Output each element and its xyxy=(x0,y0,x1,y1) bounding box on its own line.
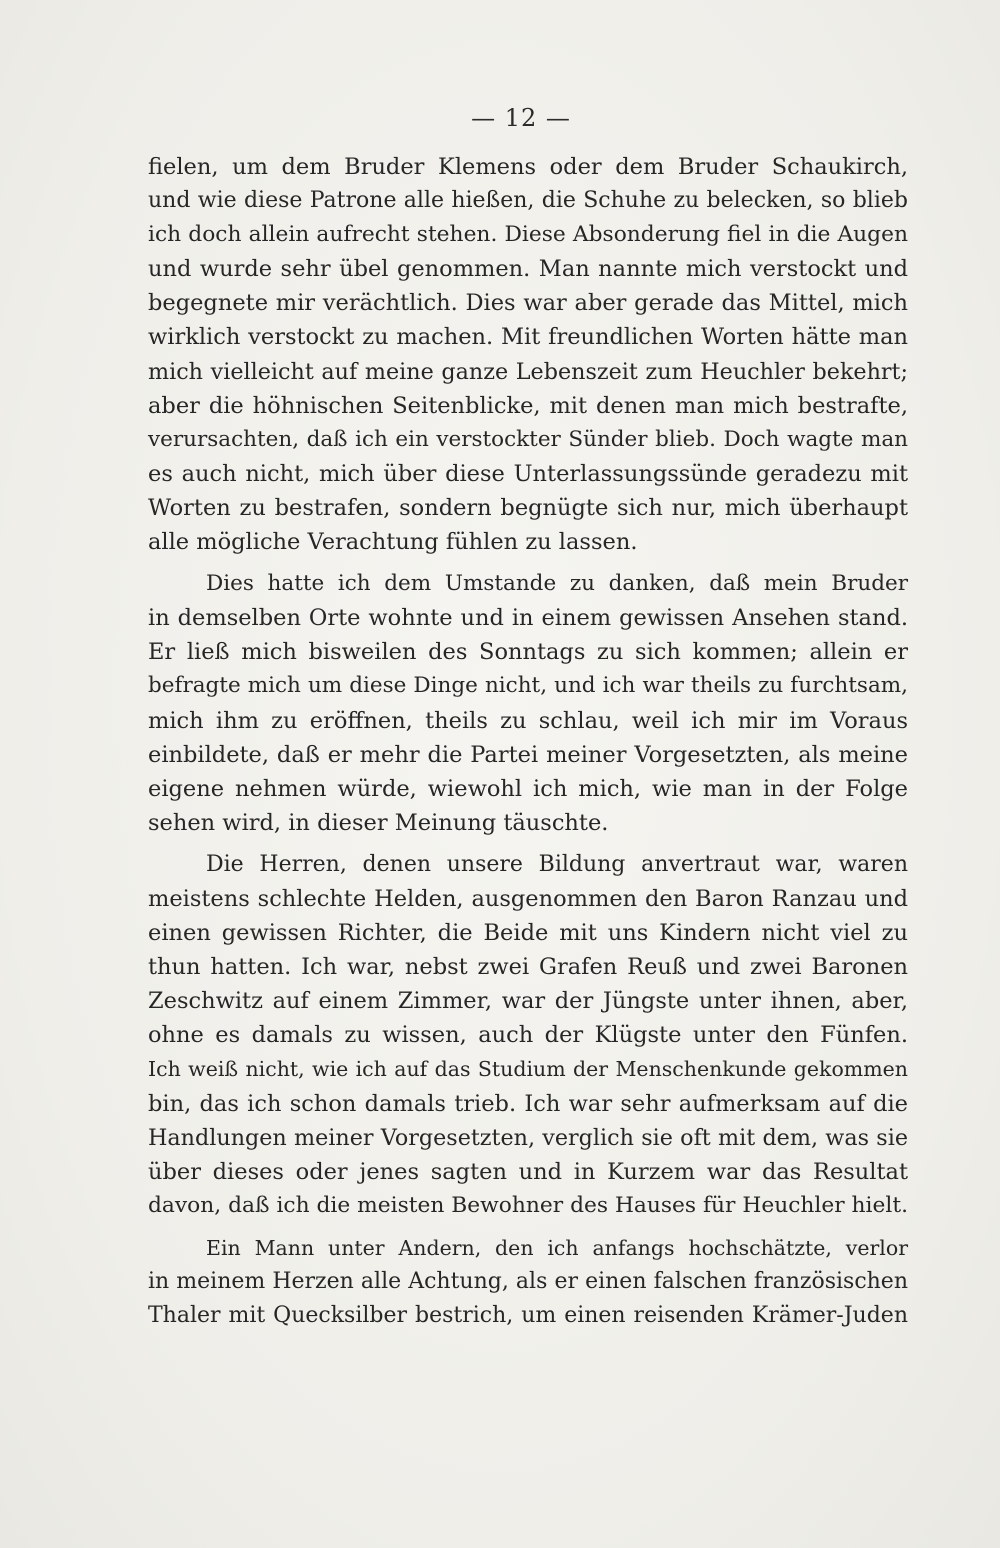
text-line: einen gewissen Richter, die Beide mit uns Kindern nicht viel zu xyxy=(148,920,908,947)
text-line: meistens schlechte Helden, ausgenommen den Baron Ranzau und xyxy=(148,885,908,912)
text-line: in demselben Orte wohnte und in einem gewissen Ansehen stand. xyxy=(148,605,908,632)
text-line: und wurde sehr übel genommen. Man nannte mich verstockt und xyxy=(148,256,908,283)
body-text xyxy=(148,150,908,1333)
text-line: wirklich verstockt zu machen. Mit freundlichen Worten hätte man xyxy=(148,324,908,351)
paragraph-gap xyxy=(148,840,908,848)
paragraph-gap xyxy=(148,1223,908,1231)
text-line: alle mögliche Verachtung fühlen zu lassen. xyxy=(148,529,638,556)
text-line: ich doch allein aufrecht stehen. Diese Absonderung fiel in die Augen xyxy=(148,222,908,248)
text-line: Handlungen meiner Vorgesetzten, verglich sie oft mit dem, was sie xyxy=(148,1124,908,1151)
text-line: bin, das ich schon damals trieb. Ich war sehr aufmerksam auf die xyxy=(148,1090,908,1117)
paragraph-3 xyxy=(148,848,908,1223)
text-line: mich vielleicht auf meine ganze Lebenszeit zum Heuchler bekehrt; xyxy=(148,358,908,385)
text-line: Ein Mann unter Andern, den ich anfangs hochschätzte, verlor xyxy=(206,1235,908,1260)
text-line: fielen, um dem Bruder Klemens oder dem Bruder Schaukirch, xyxy=(148,154,908,180)
text-line: begegnete mir verächtlich. Dies war aber gerade das Mittel, mich xyxy=(148,290,908,317)
paragraph-gap xyxy=(148,559,908,567)
text-line: Er ließ mich bisweilen des Sonntags zu sich kommen; allein er xyxy=(148,639,908,666)
text-line: in meinem Herzen alle Achtung, als er einen falschen französischen xyxy=(148,1269,908,1294)
text-line: Zeschwitz auf einem Zimmer, war der Jüngste unter ihnen, aber, xyxy=(148,988,908,1015)
text-line: einbildete, daß er mehr die Partei meiner Vorgesetzten, als meine xyxy=(148,741,908,768)
text-line: davon, daß ich die meisten Bewohner des Hauses für Heuchler hielt. xyxy=(148,1192,908,1218)
text-line: über dieses oder jenes sagten und in Kurzem war das Resultat xyxy=(148,1158,908,1185)
text-line: Thaler mit Quecksilber bestrich, um einen reisenden Krämer-Juden xyxy=(148,1303,908,1329)
text-line: verursachten, daß ich ein verstockter Sünder blieb. Doch wagte man xyxy=(148,426,908,452)
text-line: Ich weiß nicht, wie ich auf das Studium der Menschenkunde gekommen xyxy=(148,1057,908,1082)
text-line: Worten zu bestrafen, sondern begnügte sich nur, mich überhaupt xyxy=(148,494,908,521)
text-line: und wie diese Patrone alle hießen, die Schuhe zu belecken, so blieb xyxy=(148,188,908,214)
text-line: befragte mich um diese Dinge nicht, und ich war theils zu furchtsam, xyxy=(148,673,908,699)
text-line: Dies hatte ich dem Umstande zu danken, daß mein Bruder xyxy=(206,571,908,597)
text-line: sehen wird, in dieser Meinung täuschte. xyxy=(148,809,609,836)
paragraph-4 xyxy=(148,1231,908,1333)
text-line: es auch nicht, mich über diese Unterlassungssünde geradezu mit xyxy=(148,460,908,487)
paragraph-1 xyxy=(148,150,908,559)
text-line: mich ihm zu eröffnen, theils zu schlau, weil ich mir im Voraus xyxy=(148,707,908,734)
text-line: Die Herren, denen unsere Bildung anvertraut war, waren xyxy=(206,851,908,877)
paragraph-2 xyxy=(148,567,908,840)
page-number: — 12 — xyxy=(471,104,571,132)
text-line: aber die höhnischen Seitenblicke, mit denen man mich bestrafte, xyxy=(148,392,908,419)
text-line: eigene nehmen würde, wiewohl ich mich, wie man in der Folge xyxy=(148,775,908,802)
text-line: thun hatten. Ich war, nebst zwei Grafen Reuß und zwei Baronen xyxy=(148,954,908,981)
text-line: ohne es damals zu wissen, auch der Klügste unter den Fünfen. xyxy=(148,1022,908,1049)
